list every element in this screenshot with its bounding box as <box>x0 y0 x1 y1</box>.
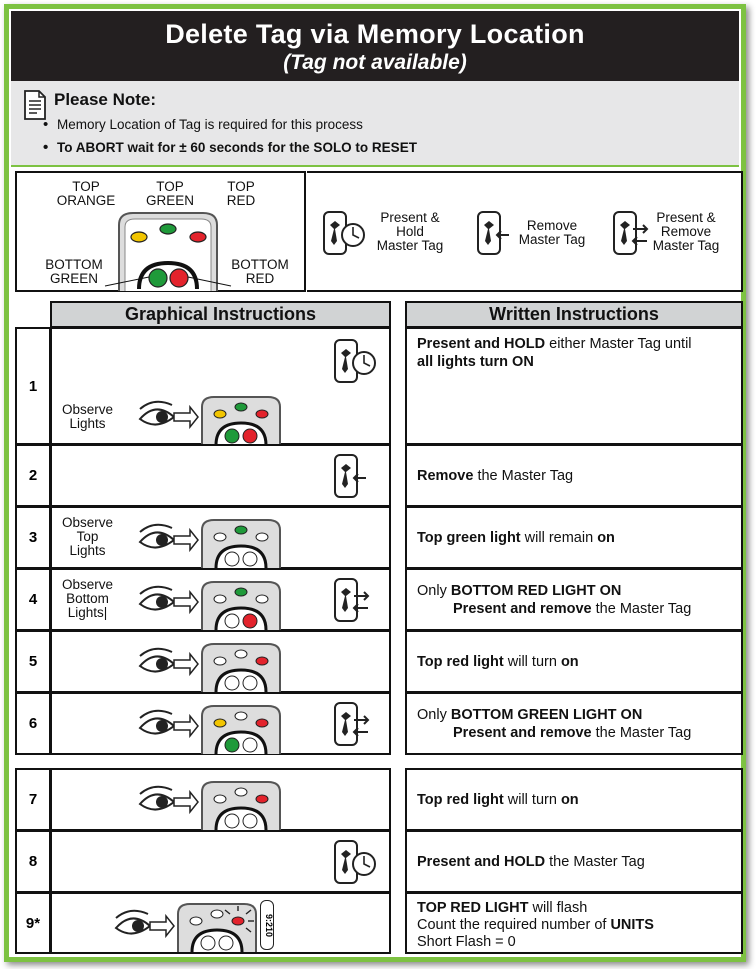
reader-top-red <box>200 780 282 830</box>
reader-top-red-flash <box>176 902 258 952</box>
graphic-step-4 <box>50 568 391 631</box>
note-list <box>43 117 417 163</box>
reader-diagram <box>113 211 223 291</box>
label-bottom-green: BOTTOM GREEN <box>45 257 103 286</box>
step-number: 7 <box>15 768 51 831</box>
reader-top-red <box>200 642 282 692</box>
written-step-7: Top red light will turn on <box>405 768 743 831</box>
graphic-step-8 <box>50 830 391 893</box>
reader-bottom-green <box>200 704 282 754</box>
label-top-orange: TOP ORANGE <box>56 179 116 208</box>
graphic-step-1 <box>50 327 391 445</box>
remove-label: Remove Master Tag <box>518 218 586 247</box>
tag-action-legend <box>307 171 743 292</box>
step-number: 4 <box>15 568 51 631</box>
graphic-step-3 <box>50 506 391 569</box>
written-instructions-header: Written Instructions <box>405 301 743 328</box>
graphic-step-2 <box>50 444 391 507</box>
step-number: 8 <box>15 830 51 893</box>
eye-icon <box>114 906 176 946</box>
step-number: 1 <box>15 327 51 445</box>
present-hold-icon <box>323 211 365 255</box>
page-title: Delete Tag via Memory Location <box>165 19 585 49</box>
present-hold-label: Present & Hold Master Tag <box>376 210 444 253</box>
graphic-step-9 <box>50 892 391 954</box>
written-step-4: Only BOTTOM RED LIGHT ON Present and remove the Master Tag <box>405 568 743 631</box>
note-item-abort: • To ABORT wait for ± 60 seconds for the SOLO to RESET <box>43 140 417 155</box>
label-top-green: TOP GREEN <box>145 179 194 208</box>
step-number: 2 <box>15 444 51 507</box>
present-hold-icon <box>334 840 376 884</box>
written-step-8: Present and HOLD the Master Tag <box>405 830 743 893</box>
light-legend <box>15 171 306 292</box>
eye-icon <box>138 520 200 560</box>
remove-icon <box>477 211 511 255</box>
page-subtitle: (Tag not available) <box>283 51 467 74</box>
reader-top-green <box>200 518 282 568</box>
label-bottom-red: BOTTOM RED <box>231 257 289 286</box>
written-step-9: TOP RED LIGHT will flash Count the required number of UNITS Short Flash = 0 <box>405 892 743 954</box>
present-remove-icon <box>334 702 372 746</box>
reader-all-on <box>200 395 282 445</box>
present-remove-icon <box>334 578 372 622</box>
graphic-step-7 <box>50 768 391 831</box>
written-step-6: Only BOTTOM GREEN LIGHT ON Present and remove the Master Tag <box>405 692 743 755</box>
step-number: 6 <box>15 692 51 755</box>
note-item: • Memory Location of Tag is required for this process <box>43 117 417 132</box>
label-top-red: TOP RED <box>226 179 256 208</box>
remove-icon <box>334 454 368 498</box>
written-step-3: Top green light will remain on <box>405 506 743 569</box>
eye-icon <box>138 397 200 437</box>
reader-bottom-red <box>200 580 282 630</box>
graphic-step-6 <box>50 692 391 755</box>
step-number: 3 <box>15 506 51 569</box>
title-banner <box>11 11 739 81</box>
observe-label: Observe Lights <box>62 402 114 431</box>
observe-label: Observe Top Lights <box>62 515 114 558</box>
observe-label: Observe Bottom Lights| <box>62 577 114 620</box>
instruction-sheet <box>4 4 746 962</box>
graphic-step-5 <box>50 630 391 693</box>
flash-counter-icon: 9:210 <box>260 900 274 950</box>
step-number: 9* <box>15 892 51 954</box>
graphical-instructions-header: Graphical Instructions <box>50 301 391 328</box>
present-remove-label: Present & Remove Master Tag <box>652 210 720 253</box>
note-panel <box>11 81 739 167</box>
written-step-1: Present and HOLD either Master Tag until all lights turn ON <box>405 327 743 445</box>
eye-icon <box>138 782 200 822</box>
written-step-5: Top red light will turn on <box>405 630 743 693</box>
eye-icon <box>138 706 200 746</box>
step-number: 5 <box>15 630 51 693</box>
eye-icon <box>138 582 200 622</box>
note-title: Please Note: <box>54 90 157 109</box>
present-hold-icon <box>334 339 376 383</box>
eye-icon <box>138 644 200 684</box>
written-step-2: Remove the Master Tag <box>405 444 743 507</box>
